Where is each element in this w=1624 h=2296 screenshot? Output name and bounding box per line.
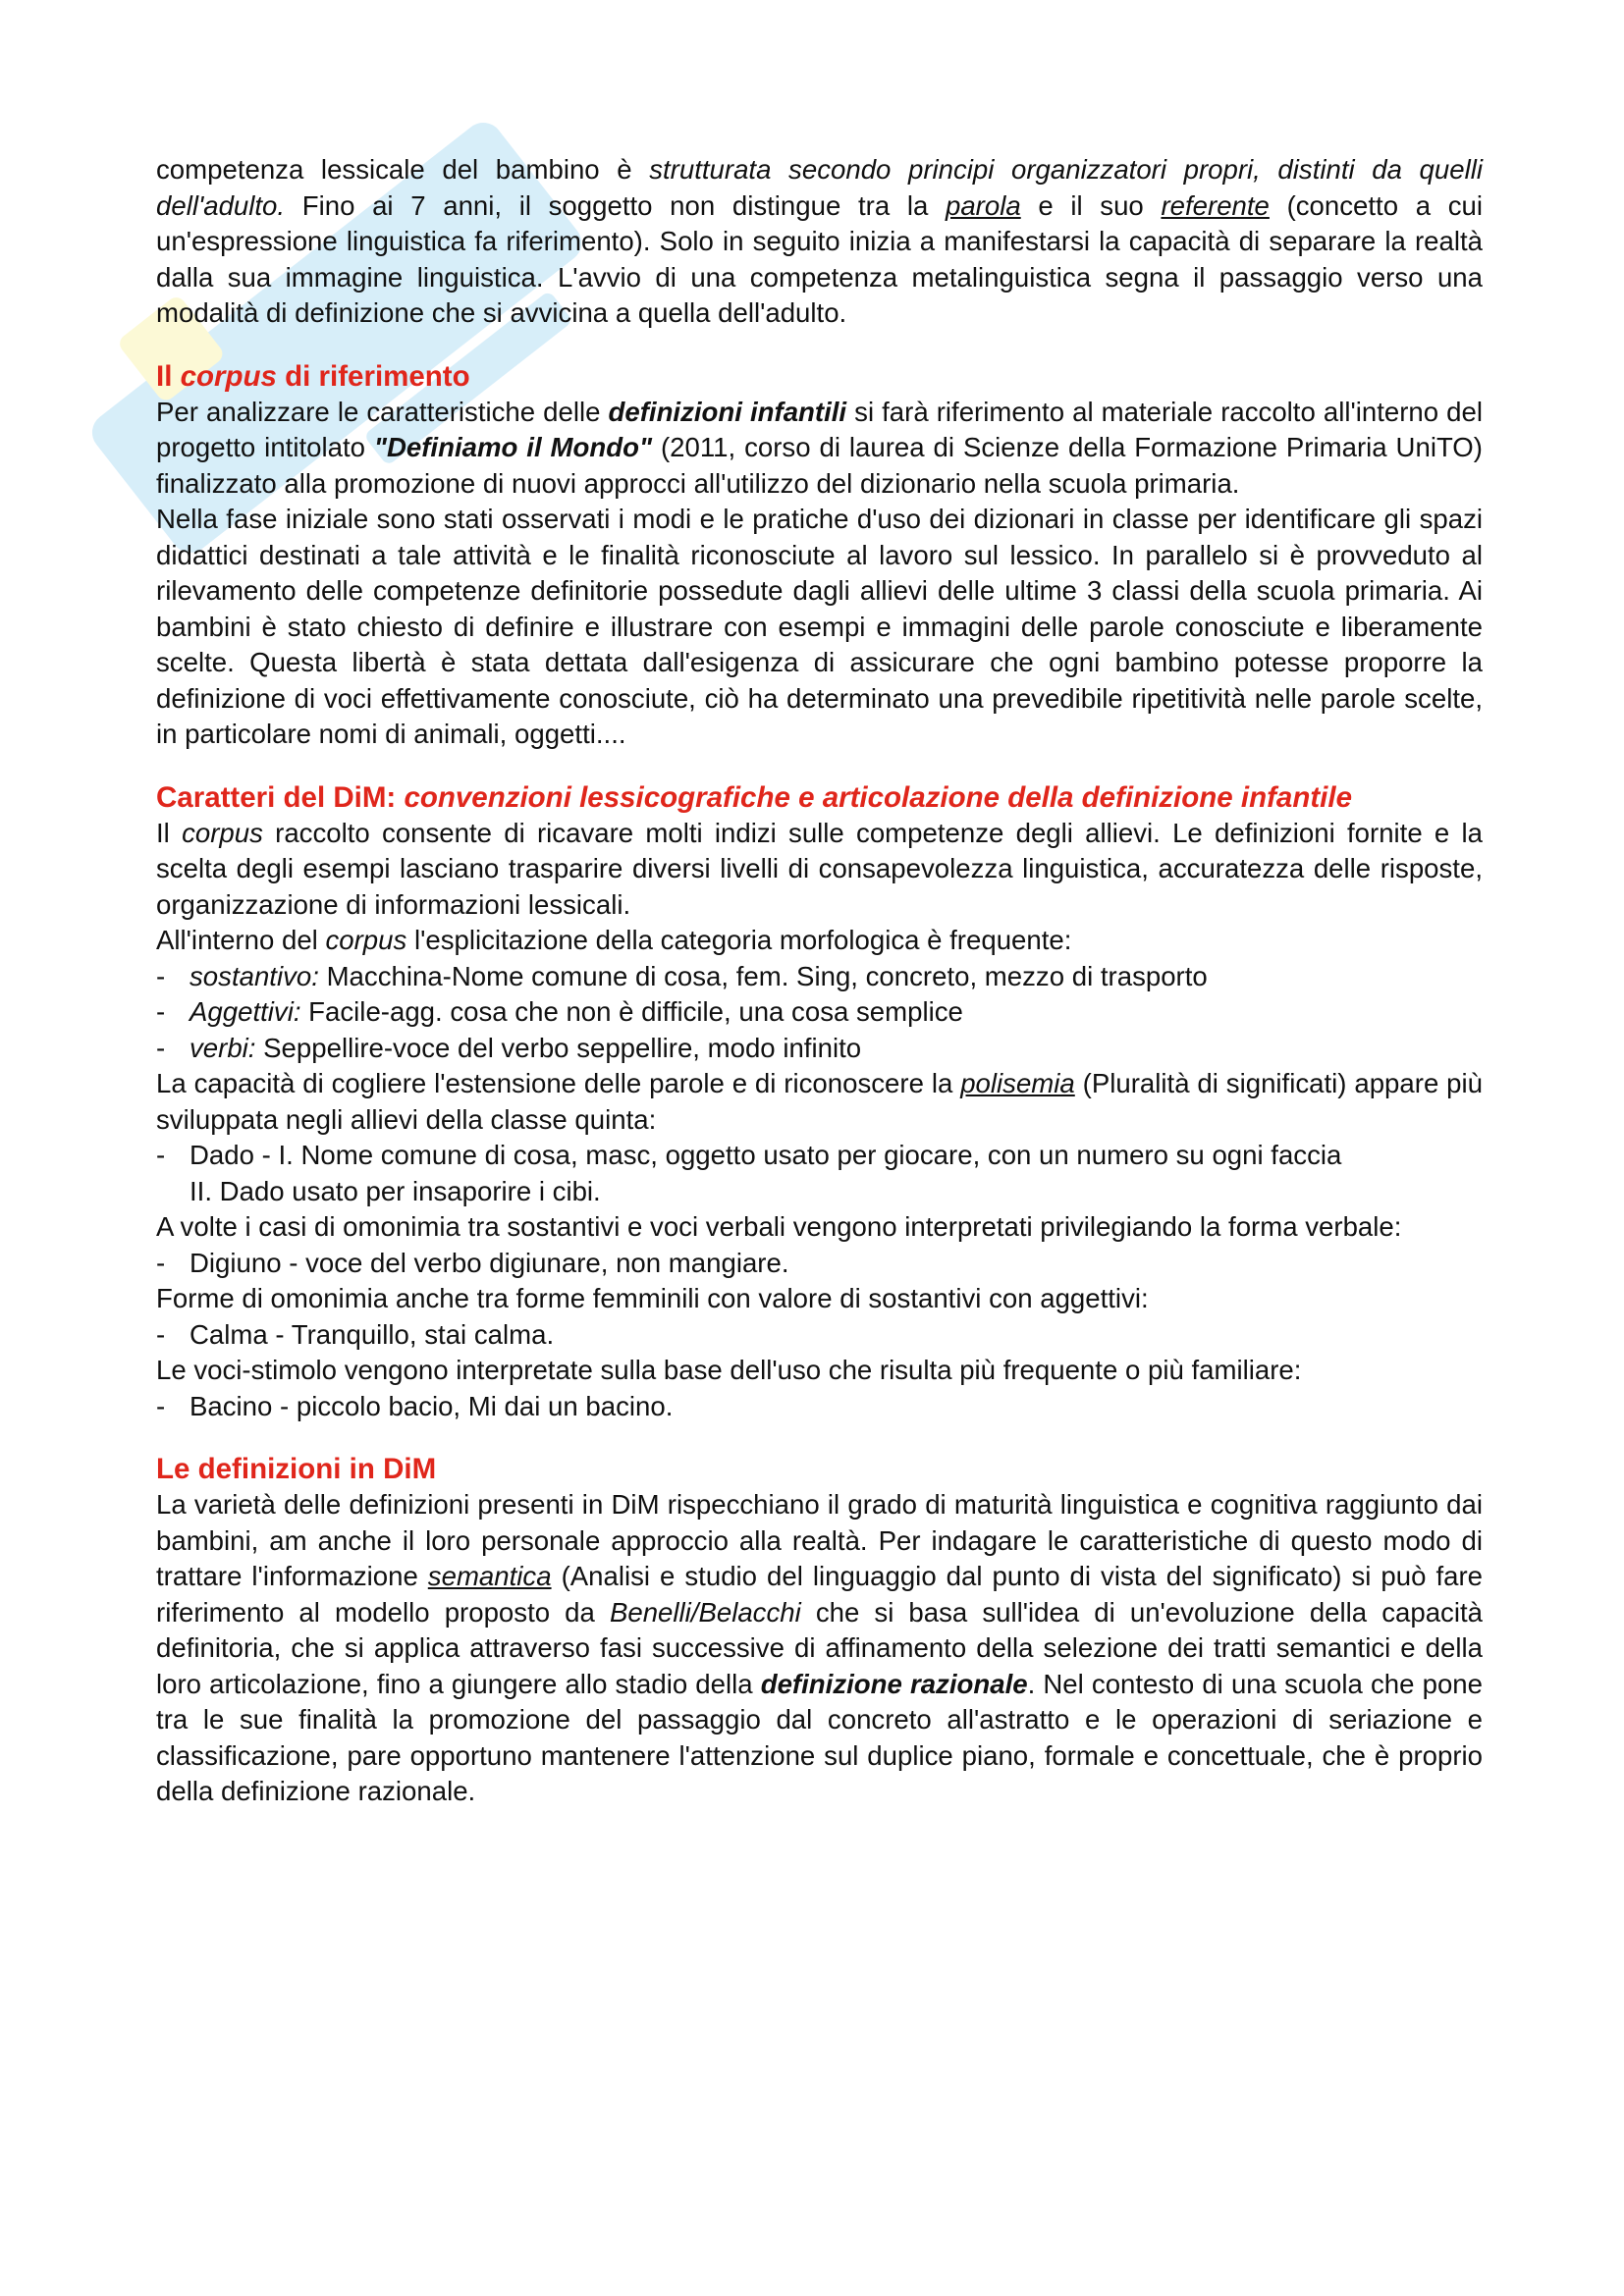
text-span: . Nel contesto di una scuola che pone tra le sue finalità la promozione del passaggio dal concreto all'astratto e le operazioni di seriazione e classificazione, pare opportuno mantenere l'attenzione sul duplice piano, formale e concettuale, che è proprio della definizione razionale. <box>156 1668 1483 1806</box>
paragraph-fase-iniziale: Nella fase iniziale sono stati osservati i modi e le pratiche d'uso dei dizionari in classe per identificare gli spazi didattici destinati a tale attività e le finalità riconosciute al lavoro sul lessico. In parallelo si è provveduto al rilevamento delle competenze definitorie possedute dagli allievi delle ultime 3 classi della scuola primaria. Ai bambini è stato chiesto di definire e illustrare con esempi e immagini delle parole conosciute e liberamente scelte. Questa libertà è stata dettata dall'esigenza di assicurare che ogni bambino potesse proporre la definizione di voci effettivamente conosciute, ciò ha determinato una prevedibile ripetitività nelle parole scelte, in particolare nomi di animali, oggetti.... <box>156 504 1483 749</box>
italic-span: corpus <box>325 925 407 955</box>
italic-span: corpus <box>182 817 263 848</box>
text-span: Fino ai 7 anni, il soggetto non distingue tra la <box>285 189 946 221</box>
paragraph-voci-stimolo: Le voci-stimolo vengono interpretate sulla base dell'uso che risulta più frequente o più familiare: <box>156 1355 1302 1385</box>
dash-bullet: - <box>156 960 166 991</box>
text-span: l'esplicitazione della categoria morfologica è frequente: <box>406 925 1072 955</box>
list-item-continuation: II. Dado usato per insaporire i cibi. <box>189 1175 601 1206</box>
author-reference: Benelli/Belacchi <box>609 1596 801 1628</box>
heading-italic: corpus <box>180 359 277 393</box>
heading-text: Caratteri del DiM: <box>156 780 405 814</box>
list-text: Calma - Tranquillo, stai calma. <box>189 1318 555 1350</box>
text-span: La varietà delle definizioni presenti in DiM rispecchiano il grado di maturità linguistica e cognitiva raggiunto dai bambini, am anche il loro personale approccio alla realtà. Per indagare le caratteristiche di questo modo di trattare l'informazione <box>156 1489 1483 1591</box>
heading-caratteri-dim <box>156 779 1483 816</box>
dash-bullet: - <box>156 1140 166 1170</box>
list-item <box>156 959 1483 995</box>
text-span: (2011, corso di laurea di Scienze della Formazione Primaria UniTO) finalizzato alla promozione di nuovi approcci all'utilizzo del dizionario nella scuola primaria. <box>156 432 1483 499</box>
text-span: Il <box>156 817 183 848</box>
term-polisemia: polisemia <box>960 1068 1075 1098</box>
text-span: (Analisi e studio del linguaggio dal punto di vista del significato) si può fare riferimento al modello proposto da <box>156 1561 1483 1628</box>
paragraph-intro <box>156 152 1483 332</box>
list-text: Dado - I. Nome comune di cosa, masc, oggetto usato per giocare, con un numero su ogni faccia <box>189 1140 1342 1170</box>
paragraph-corpus <box>156 395 1483 503</box>
list-term: Aggettivi: <box>189 996 301 1027</box>
text-span: si farà riferimento al materiale raccolto all'interno del progetto intitolato <box>156 396 1483 462</box>
text-span: (Pluralità di significati) appare più sviluppata negli allievi della classe quinta: <box>156 1068 1484 1135</box>
dash-bullet: - <box>156 996 166 1027</box>
list-item <box>156 994 1483 1031</box>
heading-italic: convenzioni lessicografiche e articolazione della definizione infantile <box>404 780 1352 814</box>
list-text: Bacino - piccolo bacio, Mi dai un bacino. <box>189 1390 674 1421</box>
paragraph-polisemia <box>156 1066 1483 1138</box>
paragraph-omonimia-femminili: Forme di omonimia anche tra forme femminili con valore di sostantivi con aggettivi: <box>156 1283 1149 1313</box>
term-parola: parola <box>945 189 1021 221</box>
list-text: Macchina-Nome comune di cosa, fem. Sing, concreto, mezzo di trasporto <box>318 960 1208 991</box>
paragraph-omonimia-verbale: A volte i casi di omonimia tra sostantivi e voci verbali vengono interpretati privilegiando la forma verbale: <box>156 1211 1402 1242</box>
text-span: raccolto consente di ricavare molti indizi sulle competenze degli allievi. Le definizioni fornite e la scelta degli esempi lasciano trasparire diversi livelli di consapevolezza linguistica, accuratezza delle risposte, organizzazione di informazioni lessicali. <box>156 817 1484 920</box>
text-span: La capacità di cogliere l'estensione delle parole e di riconoscere la <box>156 1068 961 1098</box>
paragraph-corpus-indizi <box>156 816 1483 924</box>
project-title: "Definiamo il Mondo" <box>373 432 653 462</box>
text-span: competenza lessicale del bambino è <box>156 154 650 185</box>
heading-definizioni-dim: Le definizioni in DiM <box>156 1453 437 1485</box>
term-definizione-razionale: definizione razionale <box>760 1668 1028 1699</box>
list-text: Seppellire-voce del verbo seppellire, modo infinito <box>255 1032 862 1063</box>
term-definizioni-infantili: definizioni infantili <box>608 396 847 427</box>
text-span: (concetto a cui un'espressione linguistica fa riferimento). Solo in seguito inizia a manifestarsi la capacità di separare la realtà dalla sua immagine linguistica. L'avvio di una competenza metalinguistica segna il passaggio verso una modalità di definizione che si avvicina a quella dell'adulto. <box>156 189 1484 328</box>
list-item <box>156 1031 1483 1067</box>
term-semantica: semantica <box>427 1561 552 1591</box>
text-span: All'interno del <box>156 925 326 955</box>
dash-bullet: - <box>156 1247 166 1278</box>
list-text: Digiuno - voce del verbo digiunare, non mangiare. <box>189 1247 789 1278</box>
list-item <box>156 1389 1483 1425</box>
paragraph-categoria <box>156 923 1483 959</box>
text-span: Per analizzare le caratteristiche delle <box>156 396 609 427</box>
paragraph-definizioni <box>156 1487 1483 1810</box>
heading-text: di riferimento <box>276 359 470 393</box>
heading-corpus <box>156 358 1483 395</box>
italic-span: strutturata secondo principi organizzatori propri, distinti da quelli dell'adulto. <box>156 154 1483 221</box>
dash-bullet: - <box>156 1032 166 1063</box>
dash-bullet: - <box>156 1318 166 1350</box>
list-item <box>156 1138 1483 1174</box>
list-item <box>156 1246 1483 1282</box>
heading-text: Il <box>156 359 181 393</box>
list-term: sostantivo: <box>189 960 319 991</box>
dash-bullet: - <box>156 1390 166 1421</box>
text-span: che si basa sull'idea di un'evoluzione della capacità definitoria, che si applica attraverso fasi successive di affinamento della selezione dei tratti semantici e della loro articolazione, fino a giungere allo stadio della <box>156 1596 1483 1699</box>
term-referente: referente <box>1161 189 1270 221</box>
text-span: e il suo <box>1020 189 1162 221</box>
list-text: Facile-agg. cosa che non è difficile, una cosa semplice <box>300 996 963 1027</box>
document-body <box>156 152 1483 1810</box>
list-term: verbi: <box>189 1032 256 1063</box>
list-item <box>156 1317 1483 1354</box>
